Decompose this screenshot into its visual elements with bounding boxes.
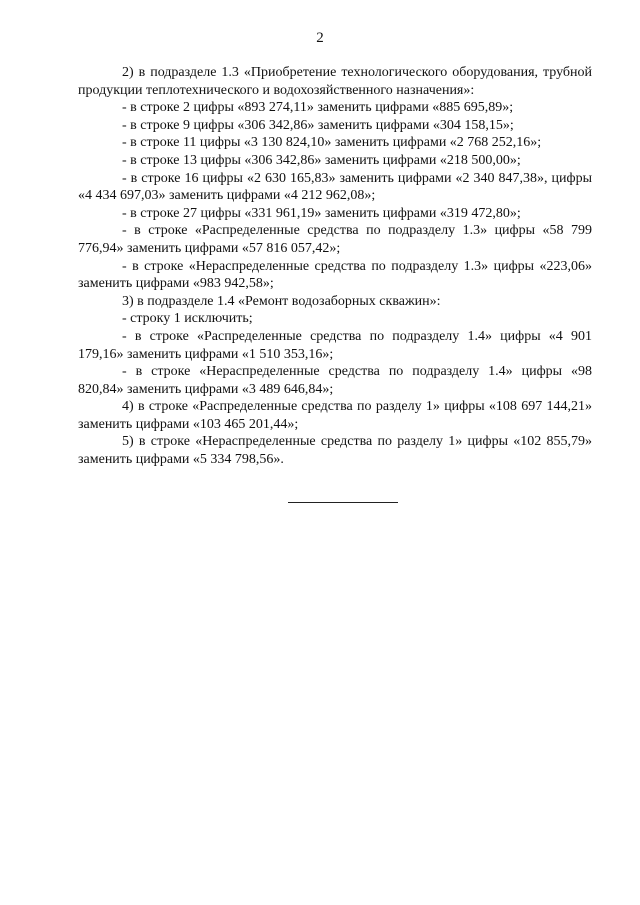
paragraph-subsection-1-3: 2) в подразделе 1.3 «Приобретение технологического оборудования, трубной продукции теплотехнического и водохозяйственного назначения»: — [78, 65, 592, 98]
list-item-row-13: - в строке 13 цифры «306 342,86» заменить цифрами «218 500,00»; — [122, 152, 521, 168]
list-item-row-9: - в строке 9 цифры «306 342,86» заменить цифрами «304 158,15»; — [122, 117, 514, 133]
paragraph-subsection-1-4: 3) в подразделе 1.4 «Ремонт водозаборных скважин»: — [122, 293, 441, 309]
paragraph-undistributed-section-1: 5) в строке «Нераспределенные средства по разделу 1» цифры «102 855,79» заменить цифрами «5 334 798,56». — [78, 434, 592, 468]
list-item-row-2: - в строке 2 цифры «893 274,11» заменить цифрами «885 695,89»; — [122, 100, 514, 116]
list-item-distributed-1-3: - в строке «Распределенные средства по подразделу 1.3» цифры «58 799 776,94» заменить цифрами «57 816 057,42»; — [78, 223, 592, 256]
document-body — [78, 64, 592, 469]
list-item-undistributed-1-4: - в строке «Нераспределенные средства по подразделу 1.4» цифры «98 820,84» заменить цифрами «3 489 646,84»; — [78, 364, 592, 397]
list-item-row-16: - в строке 16 цифры «2 630 165,83» заменить цифрами «2 340 847,38», цифры «4 434 697,03» заменить цифрами «4 212 962,08»; — [78, 170, 592, 204]
end-separator-line — [288, 502, 398, 503]
list-item-row-27: - в строке 27 цифры «331 961,19» заменить цифрами «319 472,80»; — [122, 205, 521, 221]
list-item-exclude-row-1: - строку 1 исключить; — [122, 311, 253, 327]
paragraph-distributed-section-1: 4) в строке «Распределенные средства по разделу 1» цифры «108 697 144,21» заменить цифрами «103 465 201,44»; — [78, 399, 592, 432]
list-item-undistributed-1-3: - в строке «Нераспределенные средства по подразделу 1.3» цифры «223,06» заменить цифрами «983 942,58»; — [78, 258, 592, 292]
page-number: 2 — [316, 30, 324, 46]
list-item-row-11: - в строке 11 цифры «3 130 824,10» заменить цифрами «2 768 252,16»; — [122, 135, 542, 151]
list-item-distributed-1-4: - в строке «Распределенные средства по подразделу 1.4» цифры «4 901 179,16» заменить цифрами «1 510 353,16»; — [78, 328, 592, 362]
